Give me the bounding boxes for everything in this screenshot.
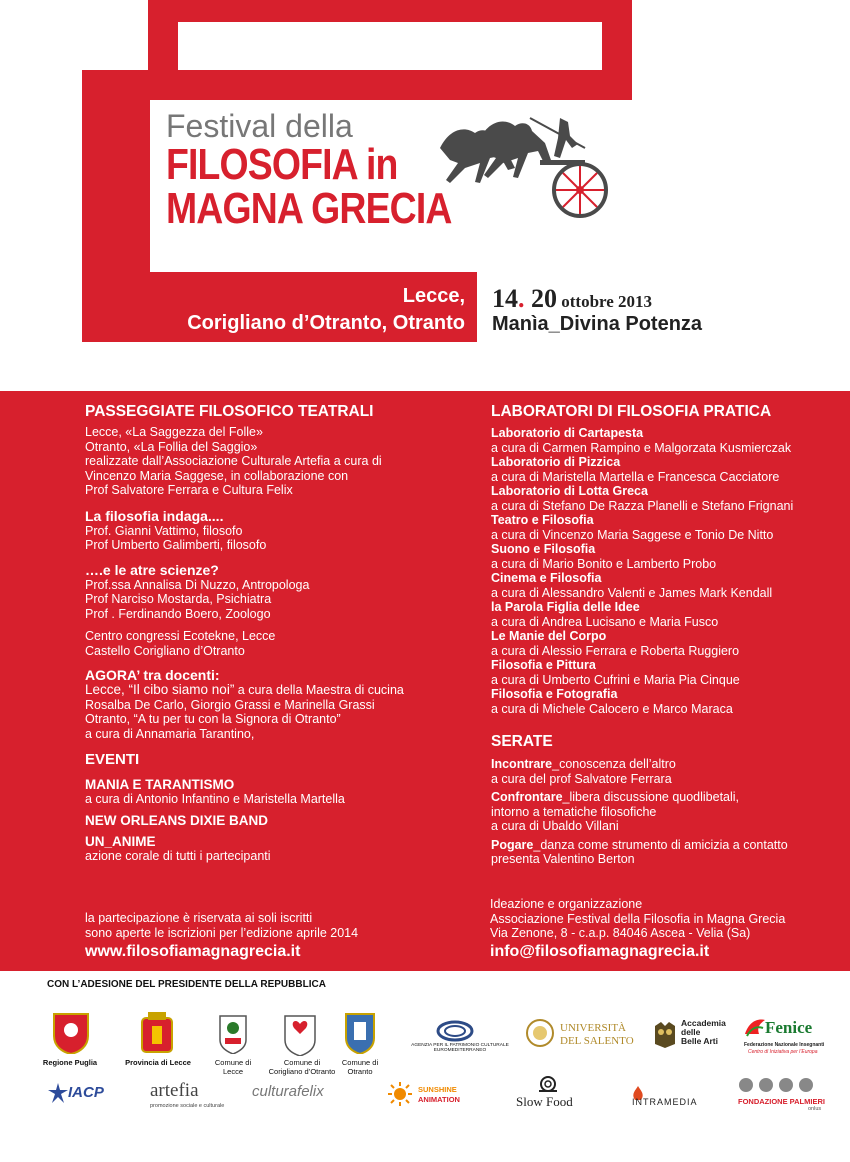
- date-month-year: ottobre 2013: [557, 292, 653, 311]
- agora-line: Otranto, “A tu per tu con la Signora di Otranto”: [85, 712, 341, 726]
- passeggiate-heading: PASSEGGIATE FILOSOFICO TEATRALI: [85, 403, 374, 420]
- lab-text: a cura di Umberto Cufrini e Maria Pia Cinque: [491, 672, 740, 687]
- logo-label: Comune di Otranto: [341, 1058, 379, 1076]
- event-title: UN_ANIME: [85, 833, 156, 849]
- frame-left-bar: [148, 0, 178, 70]
- indaga-heading: La filosofia indaga....: [85, 507, 224, 524]
- event-title: NEW ORLEANS DIXIE BAND: [85, 812, 269, 828]
- agora-lecce-rest: a cura della Maestra di cucina: [234, 683, 404, 697]
- passeggiate-block: [85, 425, 465, 498]
- lab-text: a cura di Vincenzo Maria Saggese e Tonio De Nitto: [491, 527, 774, 542]
- serata-desc: _danza come strumento di amicizia a contatto: [533, 837, 788, 852]
- serata-desc: _libera discussione quodlibetali,: [562, 790, 740, 804]
- lab-title: Filosofia e Fotografia: [491, 687, 618, 701]
- agora-line: a cura di Annamaria Tarantino,: [85, 726, 255, 741]
- date-dot: .: [518, 284, 525, 313]
- festival-theme: Manìa_Divina Potenza: [492, 313, 703, 335]
- event-title: MANIA E TARANTISMO: [85, 777, 235, 792]
- crest-icon: [344, 1008, 376, 1054]
- scienze-line: Prof Narciso Mostarda, Psichiatra: [85, 592, 272, 606]
- sunshine-text-2: ANIMATION: [418, 1095, 460, 1104]
- organization-block: [490, 897, 785, 941]
- serate-list: [491, 757, 831, 867]
- serata-line: a cura del prof Salvatore Ferrara: [491, 771, 672, 786]
- culturafelix-text: culturafelix: [252, 1083, 324, 1100]
- serata-line: [491, 757, 831, 772]
- right-column: [491, 403, 831, 867]
- agora-heading: AGORA’ tra docenti:: [85, 667, 220, 683]
- frame-mid-bar: [82, 70, 632, 100]
- serata-desc: _conoscenza dell’altro: [552, 757, 676, 771]
- passeggiate-line: realizzate dall’Associazione Culturale Artefia a cura di: [85, 454, 382, 468]
- crest-icon: [218, 1010, 248, 1054]
- snail-icon: [537, 1074, 559, 1092]
- lab-text: a cura di Alessandro Valenti e James Mark Kendall: [491, 585, 773, 600]
- lab-text: a cura di Stefano De Razza Planelli e Stefano Frignani: [491, 498, 794, 513]
- serate-heading: SERATE: [491, 733, 553, 750]
- location-line-2: Corigliano d’Otranto, Otranto: [187, 312, 465, 334]
- agora-lecce: Lecce, “Il cibo siamo noi”: [85, 682, 235, 697]
- title-line-1: FILOSOFIA in: [166, 140, 398, 189]
- fenice-text: Fenice: [765, 1018, 813, 1037]
- logo-label: Provincia di Lecce: [125, 1058, 191, 1067]
- palmieri-text: FONDAZIONE PALMIERI: [738, 1097, 825, 1106]
- slowfood-text: Slow Food: [516, 1094, 573, 1109]
- title-line-2: MAGNA GRECIA: [166, 184, 452, 233]
- venue-line: Centro congressi Ecotekne, Lecce: [85, 629, 276, 643]
- palmieri-sub: onlus: [808, 1106, 822, 1112]
- lab-text: a cura di Carmen Rampino e Malgorzata Kusmierczak: [491, 440, 792, 455]
- comune-corigliano-logo: [282, 1010, 318, 1061]
- artefia-sub: promozione sociale e culturale: [150, 1103, 225, 1109]
- fenice-sub-2: Centro di Iniziativa per l’Europa: [748, 1049, 818, 1055]
- lab-title: Teatro e Filosofia: [491, 513, 594, 527]
- passeggiate-line: Prof Salvatore Ferrara e Cultura Felix: [85, 483, 293, 497]
- fenice-sub-1: Federazione Nazionale Insegnanti: [744, 1042, 825, 1048]
- scienze-heading: ….e le atre scienze?: [85, 561, 219, 578]
- ornament-icon: [738, 1073, 822, 1095]
- iacp-text: IACP: [68, 1084, 104, 1101]
- lab-title: Laboratorio di Lotta Greca: [491, 484, 648, 498]
- comune-lecce-logo: [218, 1010, 248, 1059]
- passeggiate-line: Lecce, «La Saggezza del Folle»: [85, 425, 263, 439]
- website-link[interactable]: www.filosofiamagnagrecia.it: [85, 943, 301, 960]
- fenice-logo: [743, 1016, 765, 1043]
- passeggiate-line: Vincenzo Maria Saggese, in collaborazione con: [85, 468, 349, 483]
- unisalento-logo: [525, 1018, 555, 1053]
- adesione-text: CON L’ADESIONE DEL PRESIDENTE DELLA REPUBBLICA: [47, 979, 326, 990]
- seal-icon: [525, 1018, 555, 1048]
- serata-title: Incontrare: [491, 757, 553, 771]
- crest-icon: [140, 1010, 174, 1054]
- org-line: Via Zenone, 8 - c.a.p. 84046 Ascea - Velia (Sa): [490, 926, 751, 940]
- star-icon: [48, 1083, 68, 1103]
- lab-list: [491, 426, 831, 716]
- agenzia-label: AGENZIA PER IL PATRIMONIO CULTURALE EUROMEDITERRANEO: [411, 1043, 509, 1053]
- passeggiate-line: Otranto, «La Follia del Saggio»: [85, 439, 258, 454]
- lab-title: Le Manie del Corpo: [491, 629, 607, 643]
- festival-line: Festival della: [166, 108, 353, 144]
- lab-text: a cura di Alessio Ferrara e Roberta Ruggiero: [491, 643, 740, 658]
- serata-line: presenta Valentino Berton: [491, 852, 635, 866]
- agora-line: Rosalba De Carlo, Giorgio Grassi e Marinella Grassi: [85, 697, 375, 712]
- serata-title: Pogare: [491, 837, 534, 852]
- comune-otranto-logo: [344, 1008, 376, 1059]
- serata-line: intorno a tematiche filosofiche: [491, 804, 657, 819]
- lab-title: Cinema e Filosofia: [491, 571, 602, 585]
- sun-icon: [388, 1082, 412, 1106]
- frame-top-bar: [148, 0, 632, 22]
- event-text: azione corale di tutti i partecipanti: [85, 848, 271, 863]
- lab-text: a cura di Maristella Martella e Francesca Cacciatore: [491, 469, 780, 484]
- lab-title: Laboratorio di Cartapesta: [491, 426, 644, 440]
- lab-title: la Parola Figlia delle Idee: [491, 600, 640, 614]
- org-line: Ideazione e organizzazione: [490, 897, 643, 911]
- participation-note: la partecipazione è riservata ai soli iscritti: [85, 911, 313, 925]
- crest-icon: [282, 1010, 318, 1056]
- lab-title: Suono e Filosofia: [491, 542, 596, 556]
- location-line-1: Lecce,: [402, 285, 465, 307]
- lab-text: a cura di Michele Calocero e Marco Maraca: [491, 701, 733, 716]
- logo-label: Regione Puglia: [42, 1058, 98, 1067]
- lab-title: Laboratorio di Pizzica: [491, 455, 621, 469]
- lab-heading: LABORATORI DI FILOSOFIA PRATICA: [491, 403, 772, 420]
- serata-title: Confrontare: [491, 790, 563, 804]
- intramedia-text: INTRAMEDIA: [632, 1097, 698, 1107]
- phoenix-icon: [743, 1016, 765, 1038]
- regione-puglia-logo: [50, 1010, 92, 1059]
- event-text: a cura di Antonio Infantino e Maristella Martella: [85, 792, 345, 806]
- scienze-line: Prof.ssa Annalisa Di Nuzzo, Antropologa: [85, 577, 310, 592]
- ring-icon: [435, 1020, 475, 1042]
- unisalento-text-2: DEL SALENTO: [560, 1035, 634, 1047]
- provincia-lecce-logo: [140, 1010, 174, 1059]
- sunshine-text-1: SUNSHINE: [418, 1085, 457, 1094]
- venues: [85, 629, 465, 658]
- scienze-line: Prof . Ferdinando Boero, Zoologo: [85, 606, 271, 621]
- lab-text: a cura di Mario Bonito e Lamberto Probo: [491, 556, 717, 571]
- serata-line: [491, 790, 831, 805]
- palmieri-logo: [738, 1073, 822, 1100]
- lab-text: a cura di Andrea Lucisano e Maria Fusco: [491, 614, 719, 629]
- eventi-heading: EVENTI: [85, 751, 140, 768]
- logo-label: Comune di Corigliano d’Otranto: [268, 1058, 336, 1076]
- registration-note: sono aperte le iscrizioni per l’edizione aprile 2014: [85, 926, 359, 940]
- org-line: Associazione Festival della Filosofia in Magna Grecia: [490, 911, 786, 926]
- indaga-line: Prof Umberto Galimberti, filosofo: [85, 538, 267, 552]
- venue-line: Castello Corigliano d’Otranto: [85, 643, 245, 658]
- date-start: 14: [492, 284, 518, 313]
- owl-icon: [653, 1020, 677, 1048]
- accademia-text: Accademia delle Belle Arti: [681, 1018, 726, 1046]
- chariot-logo-icon: [420, 108, 620, 228]
- unisalento-text-1: UNIVERSITÀ: [560, 1022, 626, 1034]
- serata-line: [491, 838, 831, 853]
- serata-line: a cura di Ubaldo Villani: [491, 819, 619, 833]
- festival-date: [492, 284, 652, 314]
- email-link[interactable]: info@filosofiamagnagrecia.it: [490, 943, 710, 960]
- agora-line: [85, 683, 465, 698]
- left-column: [85, 403, 465, 863]
- sunshine-logo: [388, 1082, 412, 1111]
- iacp-logo: [48, 1083, 68, 1108]
- artefia-text: artefia: [150, 1080, 199, 1101]
- date-end: 20: [524, 284, 557, 313]
- accademia-logo: [653, 1020, 677, 1053]
- logo-label: Comune di Lecce: [214, 1058, 252, 1076]
- indaga-line: Prof. Gianni Vattimo, filosofo: [85, 523, 243, 538]
- crest-icon: [50, 1010, 92, 1054]
- lab-title: Filosofia e Pittura: [491, 658, 596, 672]
